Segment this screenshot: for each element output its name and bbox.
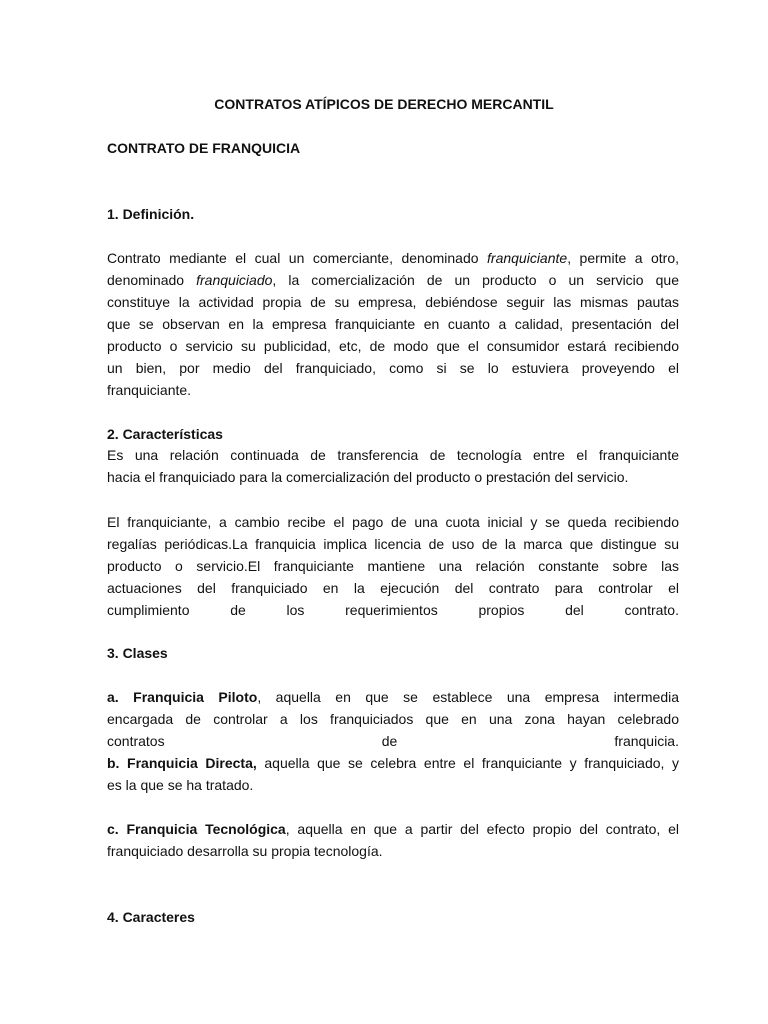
characteristics-line-2: hacia el franquiciado para la comercialización del producto o prestación del servicio. (107, 469, 629, 485)
definition-line-6: un bien, por medio del franquiciado, como si se lo estuviera proveyendo el (107, 360, 679, 376)
text-run: , la comercialización de un producto o un servicio que (272, 272, 679, 288)
franchisor-line-2: regalías periódicas.La franquicia implica licencia de uso de la marca que distingue su (107, 536, 679, 552)
class-b-label: b. Franquicia Directa, (107, 755, 257, 771)
class-c-label: c. Franquicia Tecnológica (107, 821, 286, 837)
class-a-line-2: encargada de controlar a los franquiciados que en una zona hayan celebrado (107, 711, 679, 727)
word: franquicia. (614, 733, 679, 749)
text-run: aquella que se celebra entre el franquiciante y franquiciado, y (256, 755, 680, 771)
word: de (381, 733, 398, 749)
class-a-line-3 (107, 730, 679, 752)
definition-line-1 (107, 247, 679, 269)
class-c-line-1 (107, 818, 679, 840)
text-run: , aquella en que se establece una empresa intermedia (257, 689, 679, 705)
section-3-heading: 3. Clases (107, 645, 168, 661)
franchisor-line-5 (107, 599, 679, 621)
word: cumplimiento (107, 602, 190, 618)
definition-line-3: constituye la actividad propia de su empresa, debiéndose seguir las mismas pautas (107, 294, 679, 310)
definition-line-4: que se observan en la empresa franquiciante en cuanto a calidad, presentación del (107, 316, 679, 332)
document-title: CONTRATOS ATÍPICOS DE DERECHO MERCANTIL (214, 96, 554, 112)
word: requerimientos (345, 602, 438, 618)
class-b-line-2: es la que se ha tratado. (107, 777, 254, 793)
class-b-line-1 (107, 752, 679, 774)
text-run: Contrato mediante el cual un comerciante, denominado (107, 250, 488, 266)
word: de (230, 602, 246, 618)
word: contrato. (624, 602, 679, 618)
text-run: , permite a otro, (567, 250, 680, 266)
text-run: denominado (107, 272, 197, 288)
definition-line-7: franquiciante. (107, 382, 192, 398)
word: del (565, 602, 584, 618)
definition-line-5: producto o servicio su publicidad, etc, de modo que el consumidor estará recibiendo (107, 338, 679, 354)
franchisor-line-1: El franquiciante, a cambio recibe el pago de una cuota inicial y se queda recibiendo (107, 514, 679, 530)
section-1-heading: 1. Definición. (107, 206, 195, 222)
italic-term-franquiciante: franquiciante (487, 250, 568, 266)
section-4-heading: 4. Caracteres (107, 909, 195, 925)
class-c-line-2: franquiciado desarrolla su propia tecnología. (107, 843, 383, 859)
word: los (286, 602, 305, 618)
definition-line-2 (107, 269, 679, 291)
section-2-heading: 2. Características (107, 426, 223, 442)
franchisor-line-4: actuaciones del franquiciado en la ejecución del contrato para controlar el (107, 580, 679, 596)
class-a-line-1 (107, 686, 679, 708)
word: propios (478, 602, 525, 618)
franchisor-line-3: producto o servicio.El franquiciante mantiene una relación constante sobre las (107, 558, 679, 574)
word: contratos (107, 733, 165, 749)
contract-subtitle: CONTRATO DE FRANQUICIA (107, 140, 301, 156)
italic-term-franquiciado: franquiciado (196, 272, 273, 288)
text-run: , aquella en que a partir del efecto propio del contrato, el (285, 821, 679, 837)
class-a-label: a. Franquicia Piloto (107, 689, 258, 705)
characteristics-line-1: Es una relación continuada de transferencia de tecnología entre el franquiciante (107, 447, 679, 463)
